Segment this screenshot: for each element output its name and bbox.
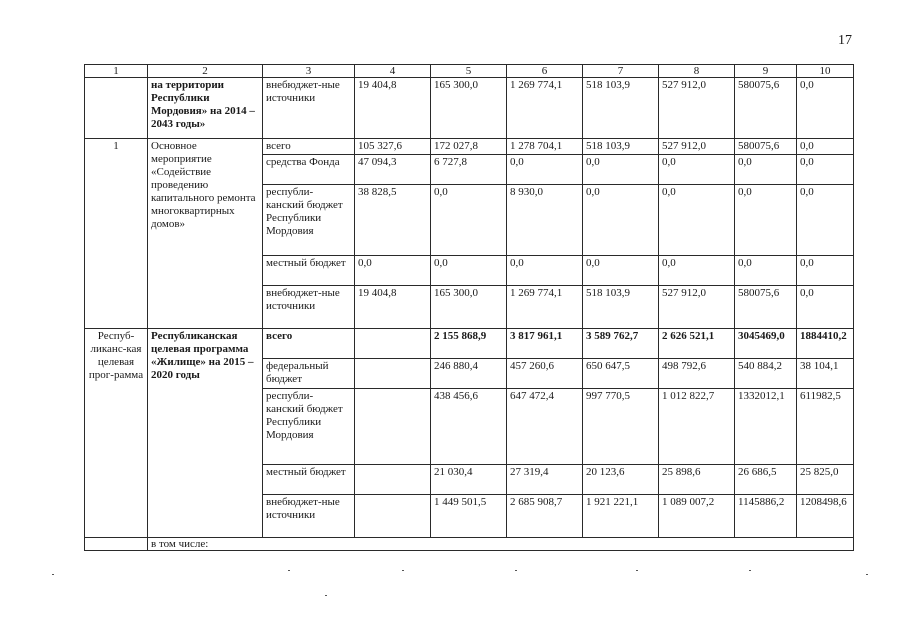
col-header: 9 (735, 65, 797, 78)
value-cell: 19 404,8 (355, 78, 431, 139)
cell-blank (85, 538, 148, 551)
value-cell (355, 465, 431, 495)
page-number: 17 (838, 33, 852, 48)
value-cell: 1 278 704,1 (507, 139, 583, 155)
funding-source-cell: местный бюджет (263, 465, 355, 495)
funding-source-cell: республи-канский бюджет Республики Мордовия (263, 185, 355, 256)
scan-speck (402, 570, 404, 571)
value-cell: 518 103,9 (583, 139, 659, 155)
value-cell: 19 404,8 (355, 286, 431, 329)
funding-source-cell: республи-канский бюджет Республики Мордовия (263, 389, 355, 465)
value-cell: 0,0 (659, 256, 735, 286)
value-cell: 611982,5 (797, 389, 854, 465)
col-header: 8 (659, 65, 735, 78)
scan-speck (52, 574, 54, 575)
value-cell: 0,0 (797, 78, 854, 139)
value-cell: 246 880,4 (431, 359, 507, 389)
value-cell: 1 012 822,7 (659, 389, 735, 465)
funding-source-cell: внебюджет-ные источники (263, 78, 355, 139)
scan-speck (749, 570, 751, 571)
value-cell: 38 104,1 (797, 359, 854, 389)
value-cell: 0,0 (797, 185, 854, 256)
scan-speck (515, 570, 517, 571)
value-cell: 1208498,6 (797, 495, 854, 538)
value-cell: 997 770,5 (583, 389, 659, 465)
value-cell: 47 094,3 (355, 155, 431, 185)
value-cell: 518 103,9 (583, 286, 659, 329)
value-cell: 0,0 (507, 256, 583, 286)
value-cell: 38 828,5 (355, 185, 431, 256)
value-cell: 0,0 (735, 185, 797, 256)
col-header: 6 (507, 65, 583, 78)
value-cell: 1145886,2 (735, 495, 797, 538)
value-cell: 27 319,4 (507, 465, 583, 495)
col-header: 4 (355, 65, 431, 78)
value-cell: 527 912,0 (659, 78, 735, 139)
value-cell: 1884410,2 (797, 329, 854, 359)
value-cell: 0,0 (355, 256, 431, 286)
col-header: 3 (263, 65, 355, 78)
value-cell: 580075,6 (735, 78, 797, 139)
value-cell: 3 817 961,1 (507, 329, 583, 359)
value-cell: 0,0 (583, 155, 659, 185)
funding-source-cell: средства Фонда (263, 155, 355, 185)
program-name-cell: на территории Республики Мордовия» на 2014 – 2043 годы» (148, 78, 263, 139)
value-cell: 2 685 908,7 (507, 495, 583, 538)
value-cell: 1 089 007,2 (659, 495, 735, 538)
value-cell (355, 329, 431, 359)
budget-table (84, 64, 854, 551)
table-row (85, 329, 854, 359)
program-type-cell: Респуб-ликанс-кая целевая прог-рамма (85, 329, 148, 538)
value-cell: 0,0 (583, 185, 659, 256)
funding-source-cell: внебюджет-ные источники (263, 286, 355, 329)
value-cell: 498 792,6 (659, 359, 735, 389)
value-cell (355, 389, 431, 465)
value-cell: 650 647,5 (583, 359, 659, 389)
scan-speck (325, 595, 327, 596)
value-cell: 2 155 868,9 (431, 329, 507, 359)
value-cell: 8 930,0 (507, 185, 583, 256)
value-cell: 1 269 774,1 (507, 78, 583, 139)
value-cell: 3 589 762,7 (583, 329, 659, 359)
value-cell: 0,0 (735, 155, 797, 185)
funding-source-cell: местный бюджет (263, 256, 355, 286)
cell-blank (85, 78, 148, 139)
value-cell: 0,0 (507, 155, 583, 185)
value-cell (355, 495, 431, 538)
value-cell (355, 359, 431, 389)
value-cell: 6 727,8 (431, 155, 507, 185)
col-header: 10 (797, 65, 854, 78)
value-cell: 0,0 (431, 185, 507, 256)
value-cell: 105 327,6 (355, 139, 431, 155)
value-cell: 580075,6 (735, 286, 797, 329)
including-label: в том числе: (148, 538, 854, 551)
measure-name-cell: Основное мероприятие «Содействие проведению капитального ремонта многоквартирных домов» (148, 139, 263, 329)
value-cell: 527 912,0 (659, 286, 735, 329)
program-name-cell: Республиканская целевая программа «Жилище» на 2015 – 2020 годы (148, 329, 263, 538)
value-cell: 25 825,0 (797, 465, 854, 495)
value-cell: 580075,6 (735, 139, 797, 155)
col-header: 5 (431, 65, 507, 78)
value-cell: 1 269 774,1 (507, 286, 583, 329)
value-cell: 20 123,6 (583, 465, 659, 495)
table-row (85, 139, 854, 155)
value-cell: 1 449 501,5 (431, 495, 507, 538)
col-header: 2 (148, 65, 263, 78)
scan-speck (866, 574, 868, 575)
table-row (85, 78, 854, 139)
measure-number-cell: 1 (85, 139, 148, 329)
column-number-row (85, 65, 854, 78)
col-header: 7 (583, 65, 659, 78)
value-cell: 0,0 (797, 256, 854, 286)
value-cell: 25 898,6 (659, 465, 735, 495)
value-cell: 527 912,0 (659, 139, 735, 155)
value-cell: 0,0 (797, 139, 854, 155)
funding-source-cell: всего (263, 329, 355, 359)
scan-speck (636, 570, 638, 571)
value-cell: 3045469,0 (735, 329, 797, 359)
funding-source-cell: внебюджет-ные источники (263, 495, 355, 538)
value-cell: 1 921 221,1 (583, 495, 659, 538)
value-cell: 21 030,4 (431, 465, 507, 495)
value-cell: 2 626 521,1 (659, 329, 735, 359)
value-cell: 1332012,1 (735, 389, 797, 465)
value-cell: 457 260,6 (507, 359, 583, 389)
value-cell: 26 686,5 (735, 465, 797, 495)
funding-source-cell: федеральный бюджет (263, 359, 355, 389)
value-cell: 0,0 (431, 256, 507, 286)
col-header: 1 (85, 65, 148, 78)
value-cell: 647 472,4 (507, 389, 583, 465)
value-cell: 165 300,0 (431, 78, 507, 139)
value-cell: 172 027,8 (431, 139, 507, 155)
value-cell: 0,0 (797, 155, 854, 185)
scan-speck (288, 570, 290, 571)
value-cell: 0,0 (659, 155, 735, 185)
value-cell: 518 103,9 (583, 78, 659, 139)
funding-source-cell: всего (263, 139, 355, 155)
table-row (85, 538, 854, 551)
value-cell: 438 456,6 (431, 389, 507, 465)
value-cell: 0,0 (797, 286, 854, 329)
value-cell: 540 884,2 (735, 359, 797, 389)
value-cell: 165 300,0 (431, 286, 507, 329)
value-cell: 0,0 (583, 256, 659, 286)
value-cell: 0,0 (735, 256, 797, 286)
value-cell: 0,0 (659, 185, 735, 256)
